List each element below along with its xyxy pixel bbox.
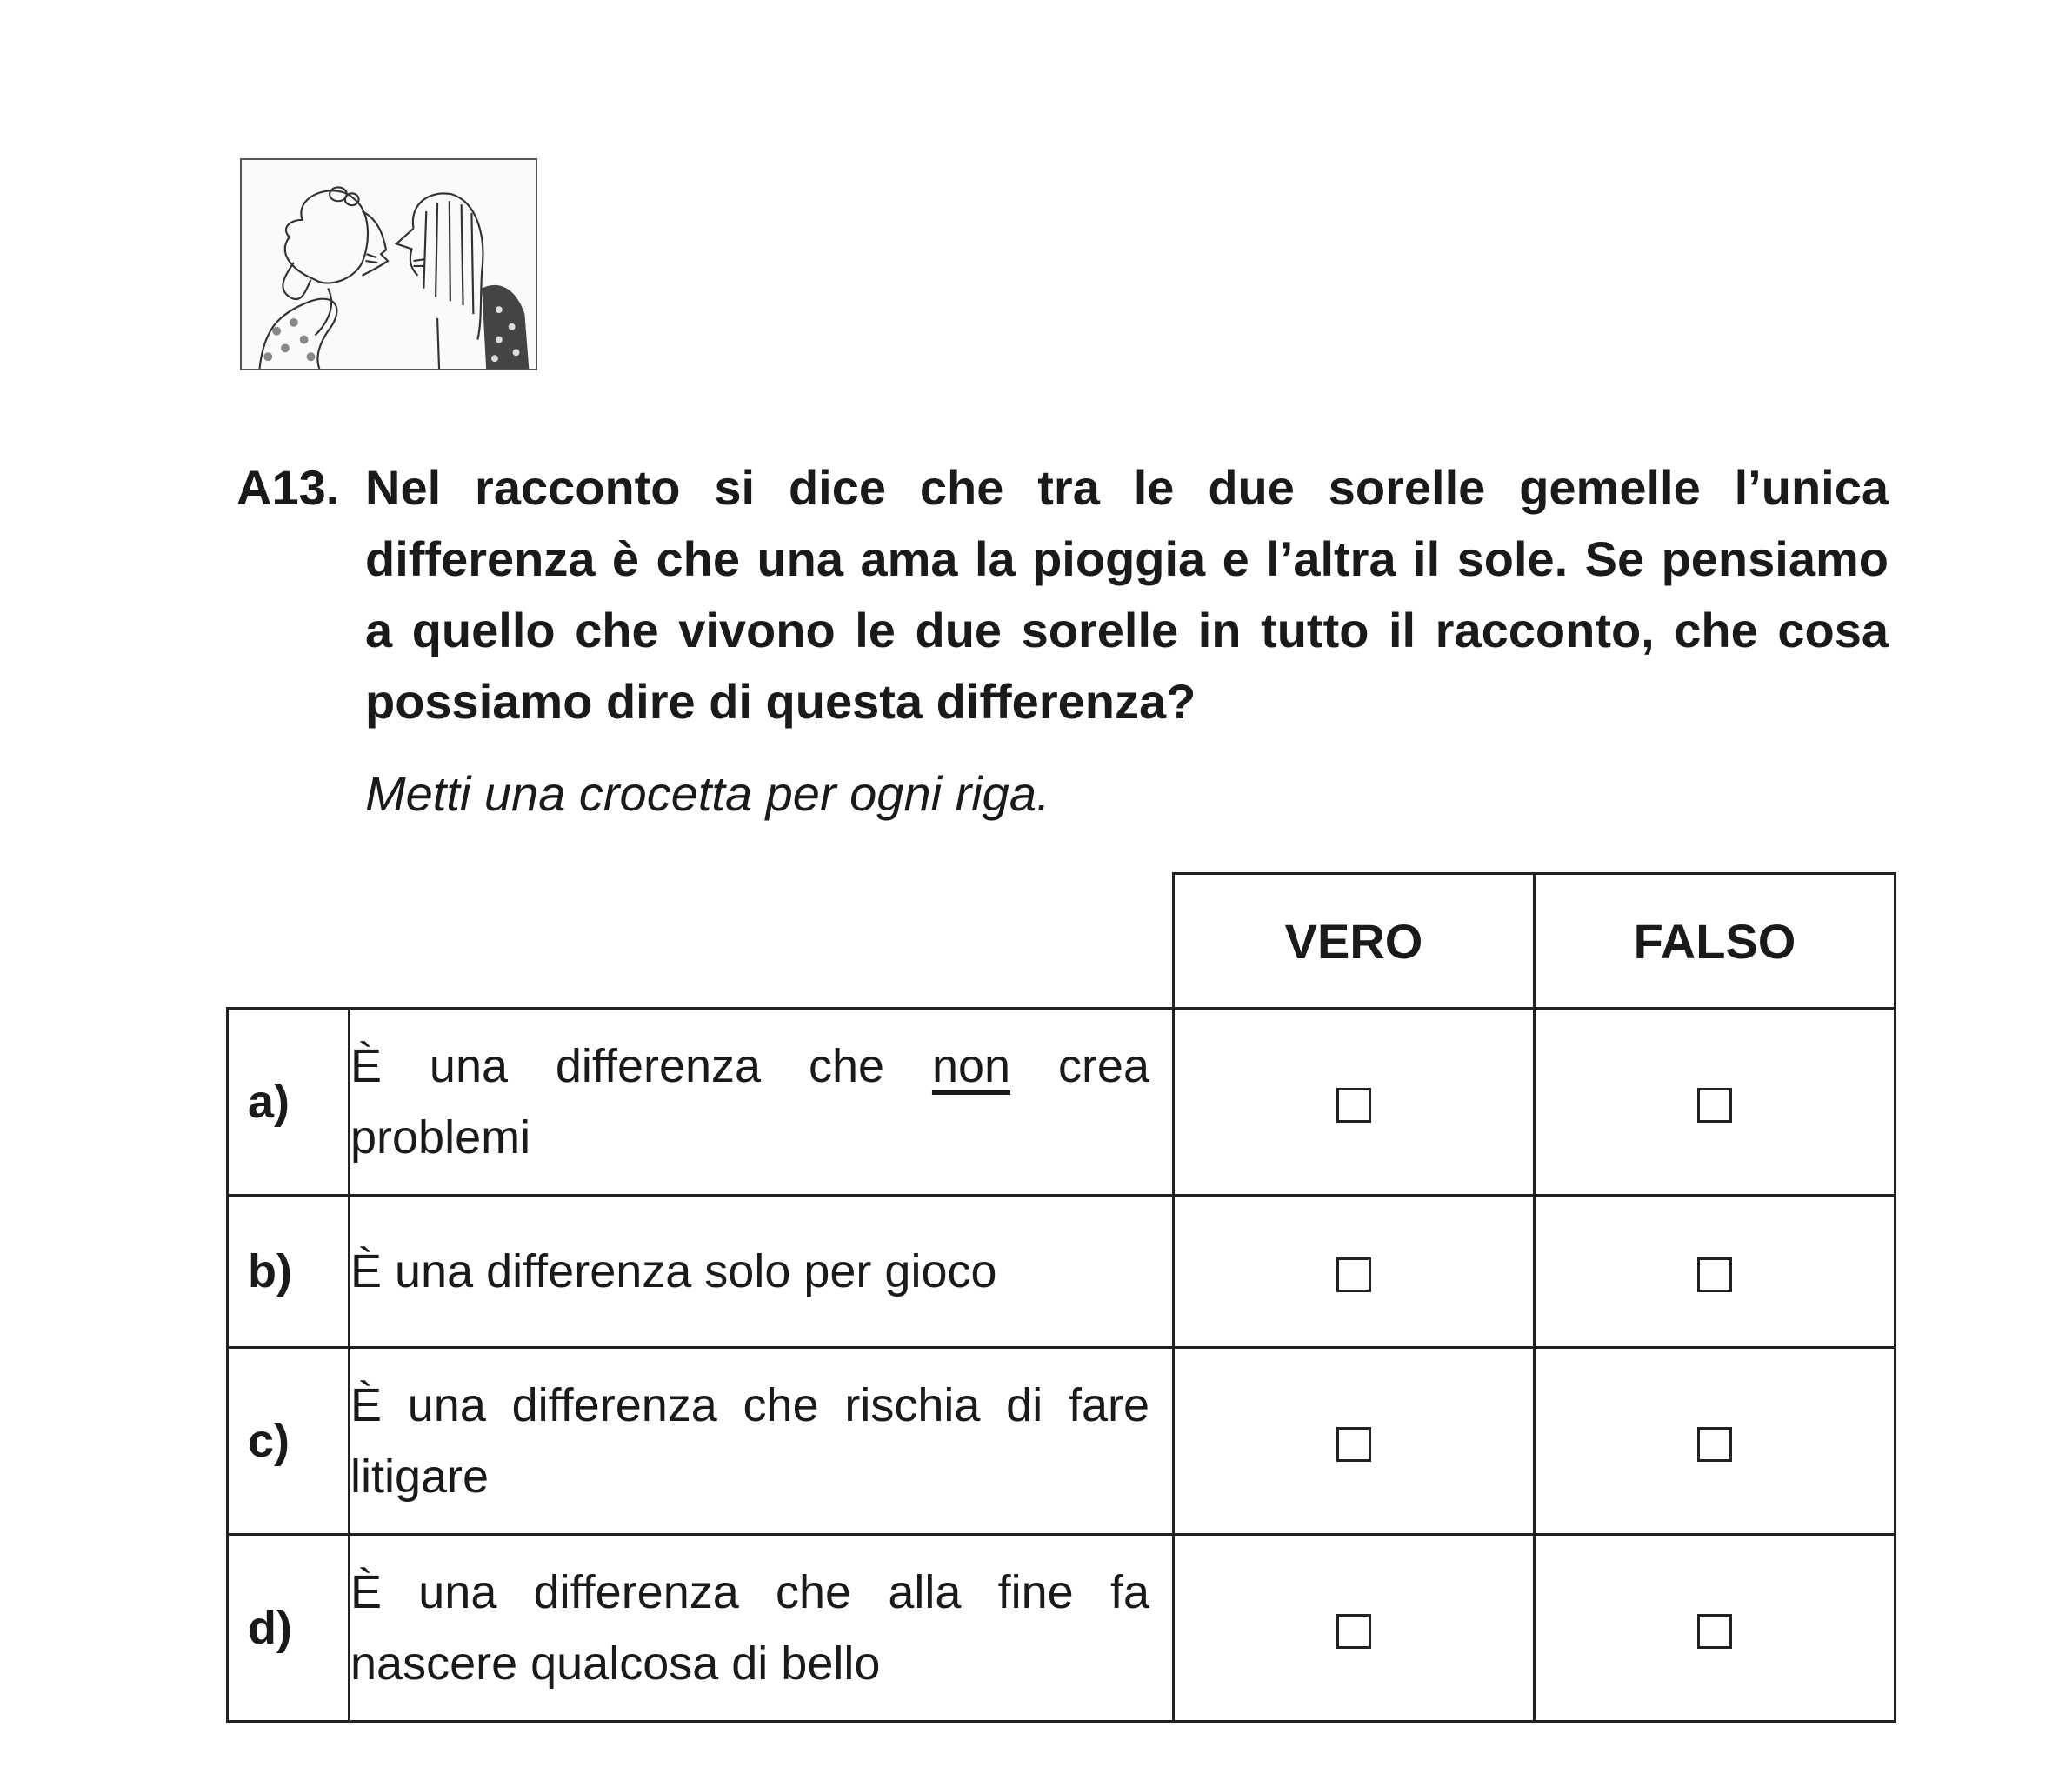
vero-cell	[1174, 1348, 1535, 1535]
vero-checkbox[interactable]	[1336, 1427, 1371, 1462]
table-row	[228, 1009, 1895, 1196]
header-vero: VERO	[1174, 874, 1535, 1009]
falso-cell	[1535, 1535, 1895, 1722]
vero-cell	[1174, 1009, 1535, 1196]
header-falso: FALSO	[1535, 874, 1895, 1009]
instruction-text: Metti una crocetta per ogni riga.	[365, 766, 1050, 821]
statement-part: crea problemi	[350, 1040, 1149, 1164]
table-row	[228, 1535, 1895, 1722]
vero-checkbox[interactable]	[1336, 1614, 1371, 1649]
table-row	[228, 1196, 1895, 1348]
table-header-row	[228, 874, 1895, 1009]
statement-underlined-word: non	[931, 1040, 1011, 1092]
table-row	[228, 1348, 1895, 1535]
row-letter: c)	[228, 1348, 350, 1535]
row-statement	[350, 1009, 1174, 1196]
falso-checkbox[interactable]	[1697, 1427, 1732, 1462]
question-text: Nel racconto si dice che tra le due sorelle gemelle l’unica differenza è che una ama la pioggia e l’altra il sole. Se pensiamo a quello che vivono le due sorelle in tutto il racconto, che cosa possiamo dire di questa differenza?	[365, 460, 1889, 729]
question-number: A13.	[237, 460, 340, 515]
vero-checkbox[interactable]	[1336, 1257, 1371, 1292]
twin-sisters-illustration-icon	[240, 158, 537, 370]
falso-cell	[1535, 1196, 1895, 1348]
row-statement: È una differenza solo per gioco	[350, 1196, 1174, 1348]
empty-header-cell	[228, 874, 1174, 1009]
true-false-table	[226, 872, 1896, 1723]
vero-cell	[1174, 1196, 1535, 1348]
row-letter: a)	[228, 1009, 350, 1196]
vero-checkbox[interactable]	[1336, 1088, 1371, 1123]
vero-cell	[1174, 1535, 1535, 1722]
row-statement: È una differenza che alla fine fa nascere qualcosa di bello	[350, 1535, 1174, 1722]
row-letter: b)	[228, 1196, 350, 1348]
falso-checkbox[interactable]	[1697, 1088, 1732, 1123]
statement-part: È una differenza che	[350, 1040, 932, 1092]
falso-cell	[1535, 1348, 1895, 1535]
falso-checkbox[interactable]	[1697, 1257, 1732, 1292]
falso-checkbox[interactable]	[1697, 1614, 1732, 1649]
falso-cell	[1535, 1009, 1895, 1196]
row-statement: È una differenza che rischia di fare litigare	[350, 1348, 1174, 1535]
row-letter: d)	[228, 1535, 350, 1722]
